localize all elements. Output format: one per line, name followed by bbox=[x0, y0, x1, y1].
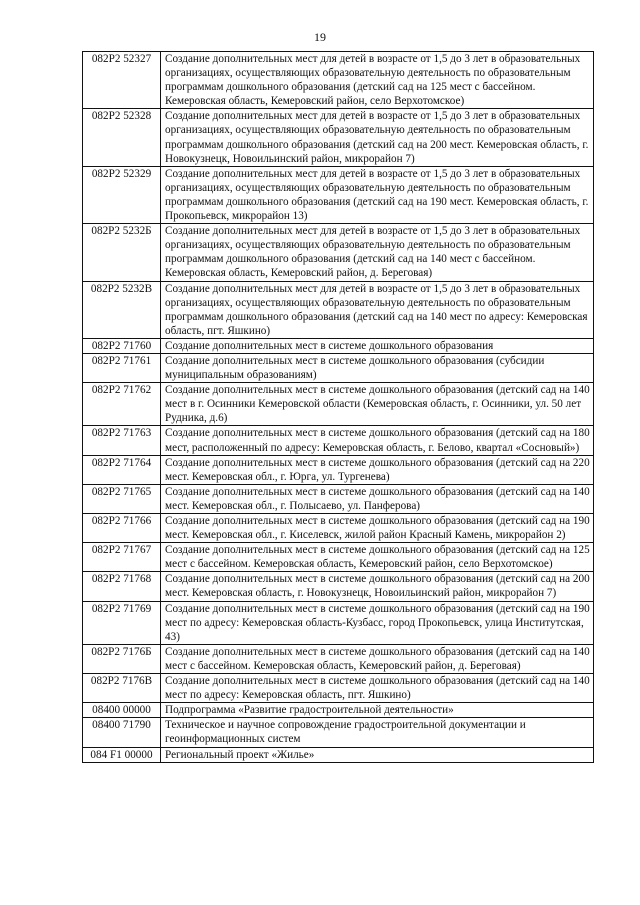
table-row bbox=[83, 353, 594, 382]
description-cell: Создание дополнительных мест для детей в возрасте от 1,5 до 3 лет в образовательных организациях, осуществляющих образовательную деятельность по образовательным программам дошкольного образования (детский сад на 125 мест с бассейном. Кемеровская область, Кемеровский район, село Верхотомское) bbox=[161, 52, 594, 109]
budget-code-cell: 082P2 71769 bbox=[83, 601, 161, 644]
table-row bbox=[83, 281, 594, 338]
budget-code-cell: 082P2 71763 bbox=[83, 426, 161, 455]
table-row bbox=[83, 383, 594, 426]
budget-code-cell: 08400 00000 bbox=[83, 703, 161, 718]
description-cell: Подпрограмма «Развитие градостроительной деятельности» bbox=[161, 703, 594, 718]
table-row bbox=[83, 484, 594, 513]
table-row bbox=[83, 644, 594, 673]
budget-code-cell: 082P2 71767 bbox=[83, 543, 161, 572]
table-row bbox=[83, 426, 594, 455]
description-cell: Создание дополнительных мест в системе дошкольного образования (субсидии муниципальным образованиям) bbox=[161, 353, 594, 382]
description-cell: Создание дополнительных мест в системе дошкольного образования (детский сад на 190 мест по адресу: Кемеровская область-Кузбасс, город Прокопьевск, улица Институтская, 43) bbox=[161, 601, 594, 644]
budget-code-cell: 082P2 71761 bbox=[83, 353, 161, 382]
budget-codes-table bbox=[82, 51, 594, 763]
description-cell: Создание дополнительных мест в системе дошкольного образования (детский сад на 220 мест. Кемеровская обл., г. Юрга, ул. Тургенева) bbox=[161, 455, 594, 484]
table-row bbox=[83, 166, 594, 223]
description-cell: Создание дополнительных мест в системе дошкольного образования (детский сад на 140 мест с бассейном. Кемеровская область, Кемеровский район, д. Береговая) bbox=[161, 644, 594, 673]
table-row bbox=[83, 572, 594, 601]
page-number: 19 bbox=[314, 30, 326, 44]
description-cell: Создание дополнительных мест в системе дошкольного образования bbox=[161, 338, 594, 353]
table-row bbox=[83, 455, 594, 484]
description-cell: Создание дополнительных мест для детей в возрасте от 1,5 до 3 лет в образовательных организациях, осуществляющих образовательную деятельность по образовательным программам дошкольного образования (детский сад на 140 мест с бассейном. Кемеровская область, Кемеровский район, д. Береговая) bbox=[161, 224, 594, 281]
table-row bbox=[83, 514, 594, 543]
table-row bbox=[83, 718, 594, 747]
table-row bbox=[83, 52, 594, 109]
budget-code-cell: 082P2 71765 bbox=[83, 484, 161, 513]
budget-code-cell: 082P2 5232Б bbox=[83, 224, 161, 281]
budget-code-cell: 082P2 71762 bbox=[83, 383, 161, 426]
budget-code-cell: 082P2 7176В bbox=[83, 674, 161, 703]
budget-code-cell: 082P2 71768 bbox=[83, 572, 161, 601]
description-cell: Создание дополнительных мест в системе дошкольного образования (детский сад на 125 мест с бассейном. Кемеровская область, Кемеровский район, село Верхотомское) bbox=[161, 543, 594, 572]
description-cell: Создание дополнительных мест в системе дошкольного образования (детский сад на 140 мест. Кемеровская обл., г. Полысаево, ул. Панферова) bbox=[161, 484, 594, 513]
budget-code-cell: 082P2 7176Б bbox=[83, 644, 161, 673]
budget-code-cell: 082P2 52328 bbox=[83, 109, 161, 166]
table-row bbox=[83, 747, 594, 762]
table-row bbox=[83, 703, 594, 718]
description-cell: Создание дополнительных мест для детей в возрасте от 1,5 до 3 лет в образовательных организациях, осуществляющих образовательную деятельность по образовательным программам дошкольного образования (детский сад на 190 мест. Кемеровская область, г. Прокопьевск, микрорайон 13) bbox=[161, 166, 594, 223]
budget-code-cell: 08400 71790 bbox=[83, 718, 161, 747]
budget-code-cell: 082P2 71760 bbox=[83, 338, 161, 353]
table-row bbox=[83, 224, 594, 281]
budget-code-cell: 082P2 71764 bbox=[83, 455, 161, 484]
table-row bbox=[83, 109, 594, 166]
description-cell: Создание дополнительных мест в системе дошкольного образования (детский сад на 140 мест по адресу: Кемеровская область, пгт. Яшкино) bbox=[161, 674, 594, 703]
description-cell: Создание дополнительных мест для детей в возрасте от 1,5 до 3 лет в образовательных организациях, осуществляющих образовательную деятельность по образовательным программам дошкольного образования (детский сад на 140 мест по адресу: Кемеровская область, пгт. Яшкино) bbox=[161, 281, 594, 338]
table-row bbox=[83, 338, 594, 353]
description-cell: Создание дополнительных мест в системе дошкольного образования (детский сад на 180 мест, расположенный по адресу: Кемеровская область, г. Белово, квартал «Сосновый») bbox=[161, 426, 594, 455]
table-row bbox=[83, 674, 594, 703]
description-cell: Создание дополнительных мест в системе дошкольного образования (детский сад на 190 мест. Кемеровская обл., г. Киселевск, жилой район Красный Камень, микрорайон 2) bbox=[161, 514, 594, 543]
budget-code-cell: 082P2 71766 bbox=[83, 514, 161, 543]
description-cell: Техническое и научное сопровождение градостроительной документации и геоинформационных систем bbox=[161, 718, 594, 747]
description-cell: Создание дополнительных мест для детей в возрасте от 1,5 до 3 лет в образовательных организациях, осуществляющих образовательную деятельность по образовательным программам дошкольного образования (детский сад на 200 мест. Кемеровская область, г. Новокузнецк, Новоильинский район, микрорайон 7) bbox=[161, 109, 594, 166]
description-cell: Региональный проект «Жилье» bbox=[161, 747, 594, 762]
budget-code-cell: 082P2 52329 bbox=[83, 166, 161, 223]
description-cell: Создание дополнительных мест в системе дошкольного образования (детский сад на 200 мест. Кемеровская область, г. Новокузнецк, Новоильинский район, микрорайон 7) bbox=[161, 572, 594, 601]
budget-code-cell: 084 F1 00000 bbox=[83, 747, 161, 762]
table-row bbox=[83, 601, 594, 644]
budget-code-cell: 082P2 52327 bbox=[83, 52, 161, 109]
description-cell: Создание дополнительных мест в системе дошкольного образования (детский сад на 140 мест в г. Осинники Кемеровской области (Кемеровская область, г. Осинники, ул. 50 лет Рудника, д.6) bbox=[161, 383, 594, 426]
table-row bbox=[83, 543, 594, 572]
budget-code-cell: 082P2 5232В bbox=[83, 281, 161, 338]
